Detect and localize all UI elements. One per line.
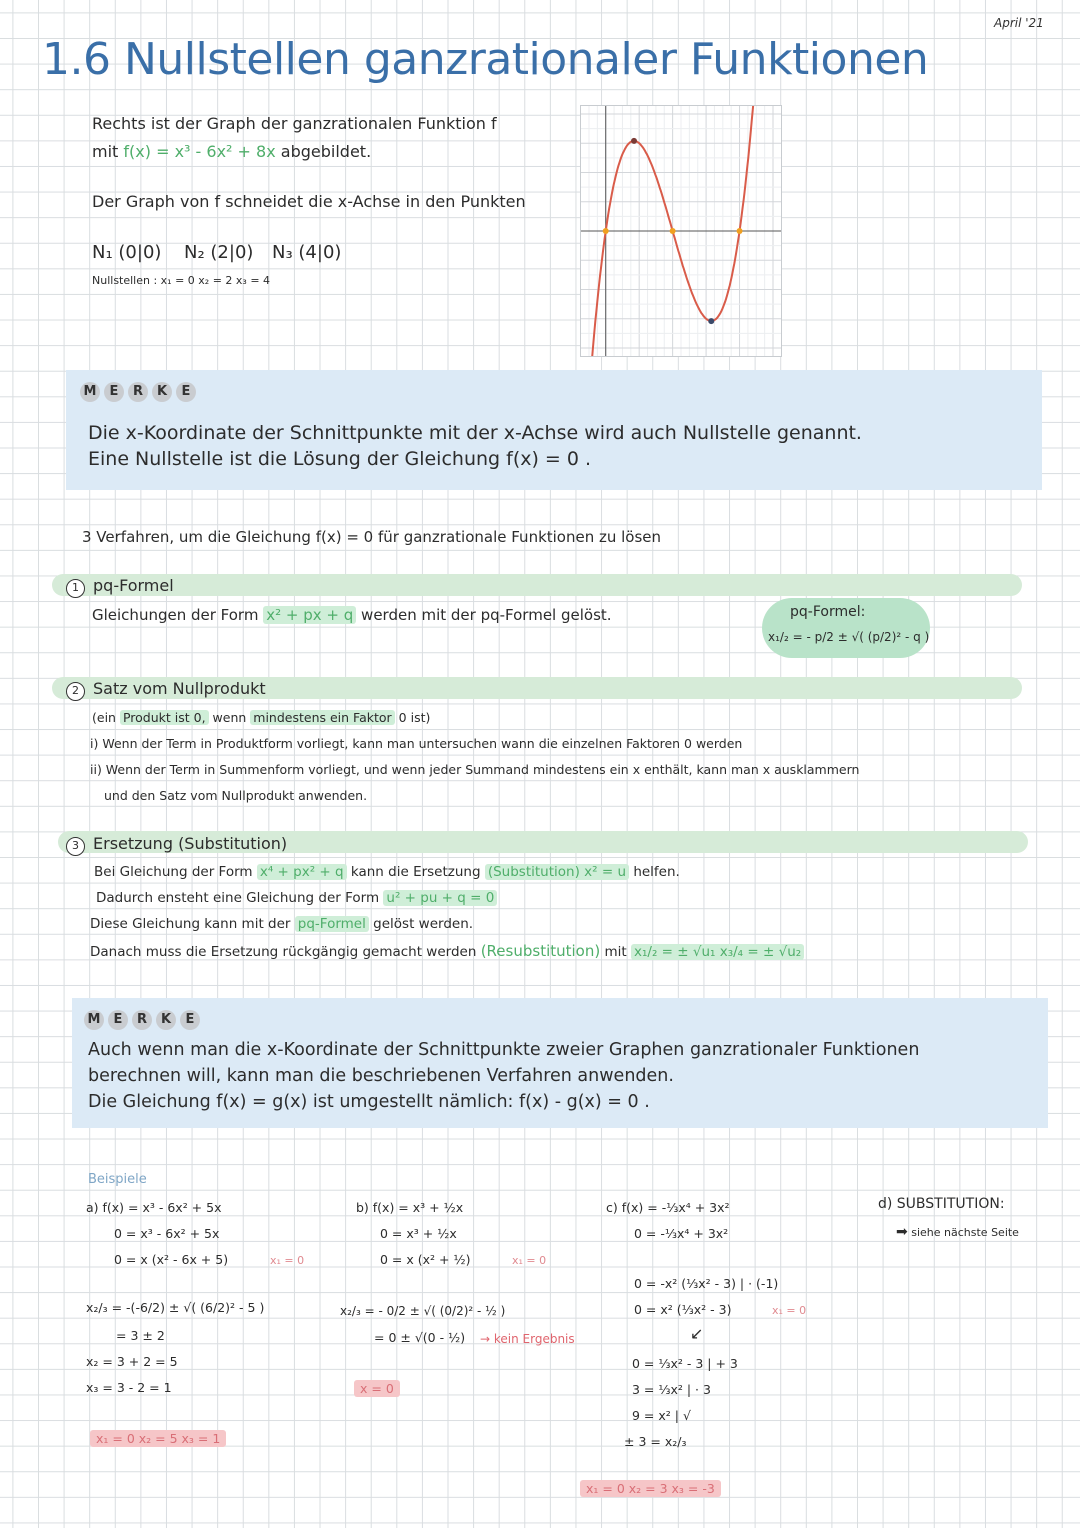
- method3-heading: [66, 834, 287, 856]
- merke-letter: M: [84, 1010, 104, 1030]
- method3-line1-b: kann die Ersetzung: [350, 864, 481, 880]
- example-c-arrow: ↙: [690, 1324, 704, 1343]
- example-c-line4: 0 = x² (⅓x² - 3): [634, 1302, 732, 1317]
- method3-line1: [94, 864, 680, 880]
- example-b-pq2: = 0 ± √(0 - ½): [374, 1330, 466, 1345]
- graph-max-point: [631, 138, 637, 144]
- example-a-line1: a) f(x) = x³ - 6x² + 5x: [86, 1200, 222, 1215]
- graph-svg: [581, 106, 781, 356]
- intro-point-3: N₃ (4|0): [272, 242, 342, 263]
- method2-line1-b: wenn: [212, 710, 247, 725]
- example-c-step2: 3 = ⅓x² | · 3: [632, 1382, 711, 1397]
- example-c-step4: ± 3 = x₂/₃: [624, 1434, 687, 1449]
- method2-line1: [92, 710, 430, 725]
- method3-line1-c: helfen.: [633, 864, 680, 880]
- intro-line3: Der Graph von f schneidet die x-Achse in den Punkten: [92, 192, 526, 211]
- example-c-line3: 0 = -x² (⅓x² - 3) | · (-1): [634, 1276, 779, 1291]
- method3-line4-b: mit: [604, 944, 627, 960]
- intro-point-2: N₂ (2|0): [184, 242, 254, 263]
- intro-line2-prefix: mit: [92, 142, 119, 161]
- method3-line2-a: Dadurch ensteht eine Gleichung der Form: [96, 890, 380, 906]
- page-title: 1.6 Nullstellen ganzrationaler Funktionen: [42, 34, 929, 85]
- method2-line1-c: 0 ist): [398, 710, 431, 725]
- example-b-line1: b) f(x) = x³ + ½x: [356, 1200, 464, 1215]
- example-c-step1: 0 = ⅓x² - 3 | + 3: [632, 1356, 738, 1371]
- merke2-line2: berechnen will, kann man die beschriebenen Verfahren anwenden.: [88, 1066, 674, 1086]
- example-d-note: [896, 1224, 1019, 1240]
- example-b-no-result: → kein Ergebnis: [480, 1332, 575, 1346]
- merke-letter: E: [108, 1010, 128, 1030]
- example-a-x1: x₁ = 0: [270, 1254, 305, 1267]
- method1-text-a: Gleichungen der Form: [92, 606, 259, 624]
- graph-zero-point: [670, 228, 676, 234]
- method1-heading: [66, 576, 174, 598]
- method1-title: pq-Formel: [93, 576, 174, 595]
- method2-heading: [66, 679, 266, 701]
- merke-letter: K: [152, 382, 172, 402]
- example-b-pq: x₂/₃ = - 0/2 ± √( (0/2)² - ½ ): [340, 1304, 506, 1318]
- method2-line1-a: (ein: [92, 710, 116, 725]
- merke1-line1: Die x-Koordinate der Schnittpunkte mit der x-Achse wird auch Nullstelle genannt.: [88, 422, 862, 444]
- merke-label-1: [80, 382, 196, 402]
- merke-label-2: [84, 1010, 200, 1030]
- function-graph: [580, 105, 782, 357]
- method1-form: x² + px + q: [263, 606, 356, 624]
- intro-zeros: Nullstellen : x₁ = 0 x₂ = 2 x₃ = 4: [92, 274, 271, 287]
- example-b-line3: 0 = x (x² + ½): [380, 1252, 471, 1267]
- method2-line2: i) Wenn der Term in Produktform vorliegt, kann man untersuchen wann die einzelnen Faktoren 0 werden: [90, 736, 743, 751]
- method3-line1-a: Bei Gleichung der Form: [94, 864, 253, 880]
- merke-letter: K: [156, 1010, 176, 1030]
- example-d-arrow-text: siehe nächste Seite: [911, 1226, 1019, 1239]
- example-a-pq: x₂/₃ = -(-6/2) ± √( (6/2)² - 5 ): [86, 1300, 265, 1315]
- example-c-x1: x₁ = 0: [772, 1304, 807, 1317]
- method1-number: 1: [66, 579, 85, 598]
- merke-box-2: [72, 998, 1048, 1128]
- method2-line4: und den Satz vom Nullprodukt anwenden.: [104, 788, 368, 803]
- intro-line1: Rechts ist der Graph der ganzrationalen Funktion f: [92, 114, 497, 133]
- merke-box-1: [66, 370, 1042, 490]
- example-b-result: x = 0: [354, 1380, 400, 1397]
- example-c-line2: 0 = -⅓x⁴ + 3x²: [634, 1226, 729, 1241]
- method3-line3-a: Diese Gleichung kann mit der: [90, 916, 291, 932]
- method1-text: [92, 606, 612, 624]
- verfahren-intro: 3 Verfahren, um die Gleichung f(x) = 0 für ganzrationale Funktionen zu lösen: [82, 528, 662, 546]
- example-d-title: d) SUBSTITUTION:: [878, 1196, 1005, 1212]
- method3-line2-form: u² + pu + q = 0: [383, 890, 497, 906]
- merke-letter: R: [128, 382, 148, 402]
- method2-number: 2: [66, 682, 85, 701]
- intro-point-1: N₁ (0|0): [92, 242, 162, 263]
- method3-line1-hl: (Substitution) x² = u: [485, 864, 629, 880]
- example-a-result: x₁ = 0 x₂ = 5 x₃ = 1: [90, 1430, 226, 1447]
- pq-formula-bubble: [762, 598, 930, 658]
- method2-line1-hl1: Produkt ist 0,: [120, 710, 209, 725]
- method3-line3-b: gelöst werden.: [373, 916, 474, 932]
- example-a-line2: 0 = x³ - 6x² + 5x: [114, 1226, 220, 1241]
- method3-line2: [96, 890, 497, 906]
- intro-function: f(x) = x³ - 6x² + 8x: [123, 142, 276, 161]
- pq-bubble-title: pq-Formel:: [790, 604, 866, 620]
- merke-letter: R: [132, 1010, 152, 1030]
- example-a-x3: x₃ = 3 - 2 = 1: [86, 1380, 172, 1395]
- example-c-line1: c) f(x) = -⅓x⁴ + 3x²: [606, 1200, 730, 1215]
- graph-min-point: [708, 318, 714, 324]
- examples-label: Beispiele: [88, 1172, 147, 1187]
- method3-number: 3: [66, 837, 85, 856]
- intro-line2-suffix: abgebildet.: [280, 142, 372, 161]
- example-b-line2: 0 = x³ + ½x: [380, 1226, 457, 1241]
- merke2-line1: Auch wenn man die x-Koordinate der Schnittpunkte zweier Graphen ganzrationaler Funktionen: [88, 1040, 920, 1060]
- method3-line4-a: Danach muss die Ersetzung rückgängig gemacht werden: [90, 944, 477, 960]
- method3-line3: [90, 916, 473, 932]
- merke-letter: E: [180, 1010, 200, 1030]
- example-c-result: x₁ = 0 x₂ = 3 x₃ = -3: [580, 1480, 721, 1497]
- method2-line1-hl2: mindestens ein Faktor: [250, 710, 394, 725]
- method3-line3-hl: pq-Formel: [295, 916, 369, 932]
- merke1-line2: Eine Nullstelle ist die Lösung der Gleichung f(x) = 0 .: [88, 448, 592, 470]
- example-a-x2: x₂ = 3 + 2 = 5: [86, 1354, 178, 1369]
- method3-line4-formula: x₁/₂ = ± √u₁ x₃/₄ = ± √u₂: [631, 944, 804, 960]
- method2-title: Satz vom Nullprodukt: [93, 679, 266, 698]
- merke-letter: E: [176, 382, 196, 402]
- merke-letter: M: [80, 382, 100, 402]
- method1-bar: [52, 574, 1022, 596]
- method3-line4-hl: (Resubstitution): [480, 942, 601, 960]
- method3-line1-form: x⁴ + px² + q: [257, 864, 347, 880]
- method3-title: Ersetzung (Substitution): [93, 834, 288, 853]
- pq-bubble-formula: x₁/₂ = - p/2 ± √( (p/2)² - q ): [768, 630, 930, 644]
- merke-letter: E: [104, 382, 124, 402]
- merke2-line3: Die Gleichung f(x) = g(x) ist umgestellt nämlich: f(x) - g(x) = 0 .: [88, 1092, 650, 1112]
- example-a-pq2: = 3 ± 2: [116, 1328, 165, 1343]
- arrow-right-icon: ➡: [896, 1224, 908, 1240]
- graph-zero-point: [737, 228, 743, 234]
- example-b-x1: x₁ = 0: [512, 1254, 547, 1267]
- date: April '21: [994, 16, 1044, 30]
- method1-text-b: werden mit der pq-Formel gelöst.: [361, 606, 612, 624]
- intro-line2: [92, 142, 371, 161]
- method3-line4: [90, 942, 804, 960]
- example-c-step3: 9 = x² | √: [632, 1408, 691, 1423]
- method2-line3: ii) Wenn der Term in Summenform vorliegt, und wenn jeder Summand mindestens ein x enthält, kann man x ausklammern: [90, 762, 860, 777]
- example-a-line3: 0 = x (x² - 6x + 5): [114, 1252, 229, 1267]
- graph-zero-point: [603, 228, 609, 234]
